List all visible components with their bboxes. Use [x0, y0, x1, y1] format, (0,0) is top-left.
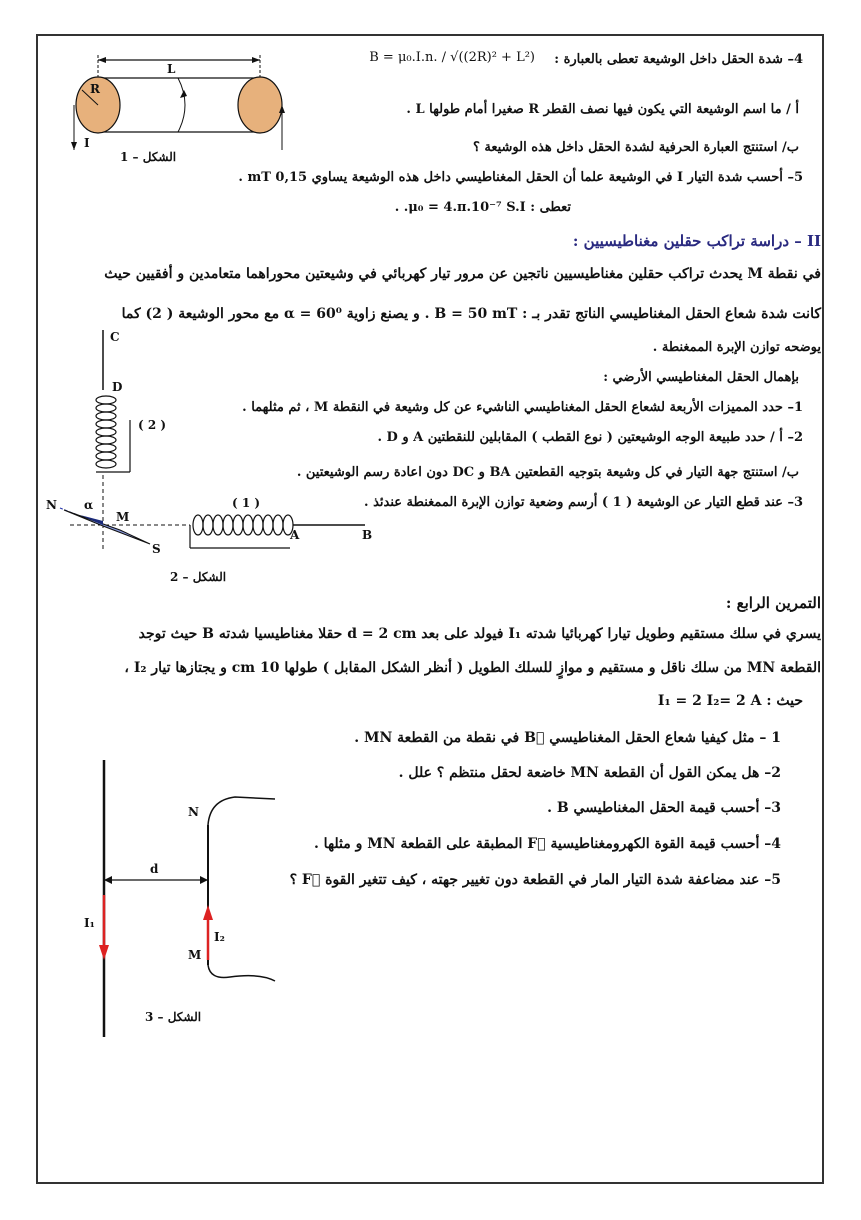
current-I1-arrow — [99, 945, 109, 960]
figure-1-label-R: R — [90, 82, 100, 96]
exercise-4-q3: 3– أحسب قيمة الحقل المغناطيسي B . — [547, 800, 781, 816]
figure-3-label-N: N — [188, 805, 199, 819]
current-I2-arrow — [203, 905, 213, 920]
figure-1-label-I: I — [84, 136, 90, 150]
figure-2-label-coil-2: ( 2 ) — [138, 418, 167, 432]
figure-3-label-d: d — [150, 862, 159, 876]
right-coil-end — [238, 77, 282, 133]
figure-2-label-D: D — [112, 380, 123, 394]
figure-2-label-M: M — [116, 510, 130, 524]
part-2-heading: II – دراسة تراكب حقلين مغناطيسيين : — [572, 232, 821, 250]
figure-2-label-coil-1: ( 1 ) — [232, 496, 261, 510]
given-constant: تعطى : μ₀ = 4.π.10⁻⁷ S.I. . — [394, 200, 571, 215]
part-2-paragraph-3: يوضحه توازن الإبرة الممغنطة . — [652, 340, 821, 355]
part-2-q1: 1– حدد المميزات الأربعة لشعاع الحقل المغناطيسي الناشيء عن كل وشيعة في النقطة M ، ثم مثلهما . — [242, 400, 803, 415]
figure-1-caption: الشكل – 1 — [120, 150, 177, 164]
formula: B = μ₀.I.n. / √((2R)² + L²) — [369, 50, 535, 65]
q4b-text: ب/ استنتج العبارة الحرفية لشدة الحقل داخل هذه الوشيعة ؟ — [472, 140, 799, 155]
part-2-q2a: 2– أ / حدد طبيعة الوجه الوشيعتين ( نوع القطب ) المقابلين للنقطتين A و D . — [377, 430, 803, 445]
part-2-q2b: ب/ استنتج جهة التيار في كل وشيعة بتوجيه القطعتين BA و DC دون اعادة رسم الوشيعتين . — [296, 465, 799, 480]
part-2-q3: 3– عند قطع التيار عن الوشيعة ( 1 ) أرسم وضعية توازن الإبرة الممغنطة عندئذ . — [364, 495, 803, 510]
part-2-paragraph-4: بإهمال الحقل المغناطيسي الأرضي : — [603, 370, 799, 385]
q4-text: 4– شدة الحقل داخل الوشيعة تعطى بالعبارة : — [554, 52, 803, 67]
figure-3-label-I1: I₁ — [84, 916, 95, 930]
exercise-4-paragraph-2: القطعة MN من سلك ناقل و مستقيم و موازٍ للسلك الطويل ( أنظر الشكل المقابل ) طولها 10 cm و يجتازها تيار I₂ ، — [124, 660, 821, 676]
figure-2-label-N: N — [46, 498, 57, 512]
figure-1-solenoid — [60, 50, 310, 170]
figure-3-wire-and-segment — [60, 755, 330, 1045]
figure-2-two-coils — [40, 320, 380, 570]
figure-1-label-L: L — [167, 62, 176, 76]
figure-2-label-C: C — [110, 330, 120, 344]
exercise-4-paragraph-1: يسري في سلك مستقيم وطويل تيارا كهربائيا شدته I₁ فيولد على بعد d = 2 cm حقلا مغناطيسيا شدته B حيث توجد — [138, 626, 821, 642]
figure-3-caption: الشكل – 3 — [145, 1010, 202, 1024]
exercise-4-q2: 2– هل يمكن القول أن القطعة MN خاضعة لحقل منتظم ؟ علل . — [398, 765, 781, 781]
figure-2-label-alpha: α — [84, 498, 94, 512]
part-2-paragraph-1: في نقطة M يحدث تراكب حقلين مغناطيسيين ناتجين عن مرور تيار كهربائي في وشيعتين محوراهما متعامدين و أفقيين حيث — [104, 266, 821, 282]
figure-2-label-A: A — [290, 528, 300, 542]
exercise-4-q5: 5– عند مضاعفة شدة التيار المار في القطعة دون تغيير جهته ، كيف تتغير القوة F⃗ ؟ — [289, 872, 781, 888]
figure-2-label-B: B — [362, 528, 373, 542]
exercise-4-given: حيث : I₁ = 2 I₂= 2 A — [657, 693, 803, 709]
q4a-text: أ / ما اسم الوشيعة التي يكون فيها نصف القطر R صغيرا أمام طولها L . — [406, 102, 799, 117]
q5-text: 5– أحسب شدة التيار I في الوشيعة علما أن الحقل المغناطيسي داخل هذه الوشيعة يساوي 0,15 mT . — [238, 170, 803, 185]
figure-2-label-S: S — [152, 542, 161, 556]
part-2-paragraph-2: كانت شدة شعاع الحقل المغناطيسي الناتج تقدر بـ : B = 50 mT . و يصنع زاوية α = 60⁰ مع محور الوشيعة ( 2) كما — [121, 306, 821, 322]
coil-1 — [193, 515, 293, 535]
coil-2 — [96, 396, 116, 468]
figure-2-caption: الشكل – 2 — [170, 570, 227, 584]
exercise-4-q4: 4– أحسب قيمة القوة الكهرومغناطيسية F⃗ المطبقة على القطعة MN و مثلها . — [313, 836, 781, 852]
figure-3-label-M: M — [188, 948, 202, 962]
exercise-4-title: التمرين الرابع : — [725, 594, 821, 612]
exercise-4-q1: 1 – مثل كيفيا شعاع الحقل المغناطيسي B⃗ في نقطة من القطعة MN . — [354, 730, 781, 746]
figure-3-label-I2: I₂ — [214, 930, 225, 944]
